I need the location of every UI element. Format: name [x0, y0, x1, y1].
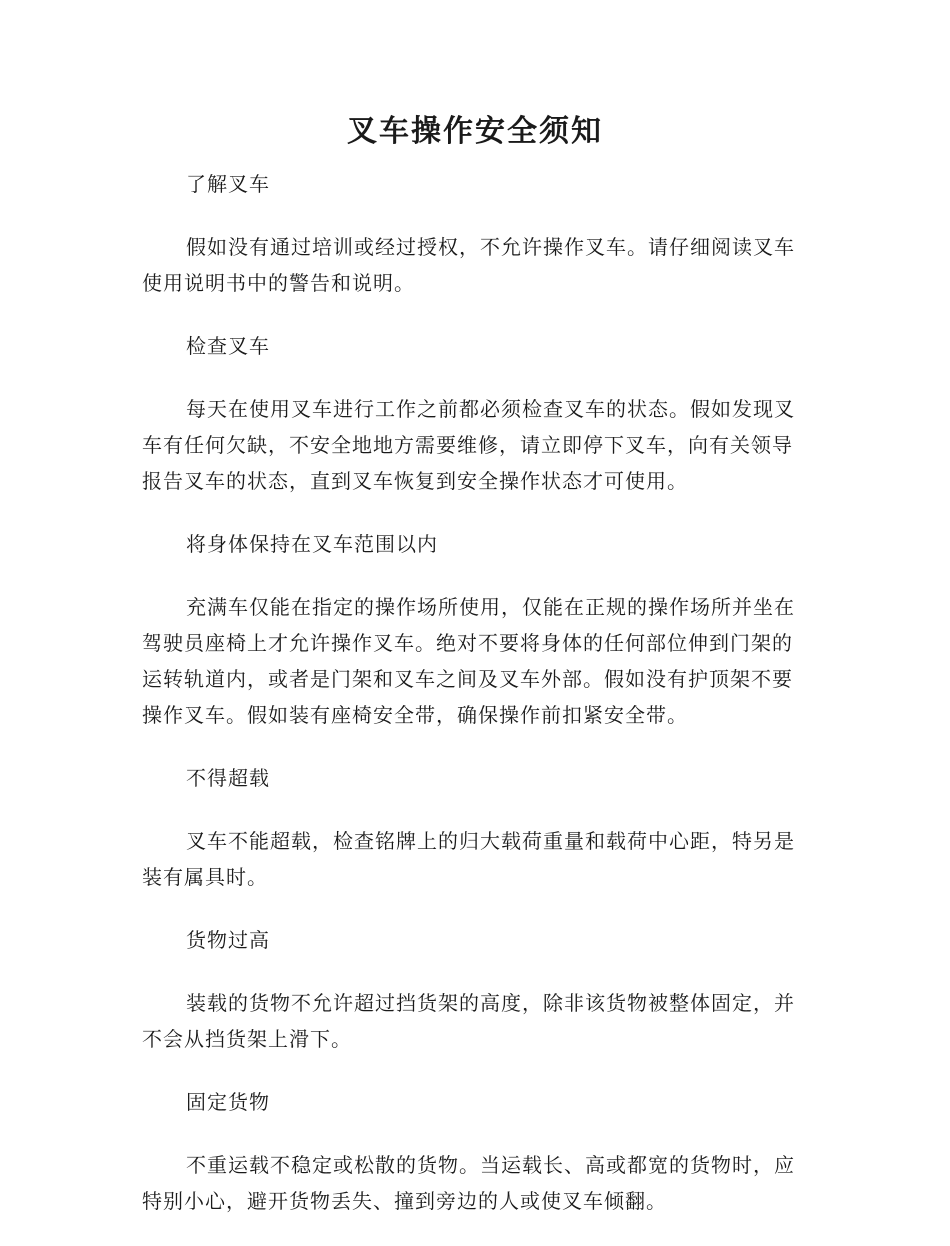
document-body	[142, 166, 802, 1246]
section-paragraph-load-too-high: 装载的货物不允许超过挡货架的高度，除非该货物被整体固定，并不会从挡货架上滑下。	[142, 991, 795, 1051]
section-heading-understand-forklift: 了解叉车	[186, 172, 270, 196]
section-paragraph-secure-load: 不重运载不稳定或松散的货物。当运载长、高或都宽的货物时，应特别小心，避开货物丢失、撞到旁边的人或使叉车倾翻。	[142, 1153, 795, 1213]
section-paragraph-understand-forklift: 假如没有通过培训或经过授权，不允许操作叉车。请仔细阅读叉车使用说明书中的警告和说明。	[142, 235, 795, 295]
section-paragraph-stay-inside: 充满车仅能在指定的操作场所使用，仅能在正规的操作场所并坐在驾驶员座椅上才允许操作叉车。绝对不要将身体的任何部位伸到门架的运转轨道内，或者是门架和叉车之间及叉车外部。假如没有护顶架不要操作叉车。假如装有座椅安全带，确保操作前扣紧安全带。	[142, 595, 795, 727]
section-heading-secure-load: 固定货物	[186, 1090, 270, 1114]
section-paragraph-no-overload: 叉车不能超载，检查铭牌上的归大载荷重量和载荷中心距，特另是装有属具时。	[142, 829, 795, 889]
section-heading-inspect-forklift: 检查叉车	[186, 334, 270, 358]
section-heading-no-overload: 不得超载	[186, 766, 270, 790]
section-heading-load-too-high: 货物过高	[186, 928, 270, 952]
section-paragraph-inspect-forklift: 每天在使用叉车进行工作之前都必须检查叉车的状态。假如发现叉车有任何欠缺，不安全地地方需要维修，请立即停下叉车，向有关领导报告叉车的状态，直到叉车恢复到安全操作状态才可使用。	[142, 397, 795, 493]
page-title: 叉车操作安全须知	[347, 114, 603, 149]
section-heading-stay-inside: 将身体保持在叉车范围以内	[186, 532, 438, 556]
